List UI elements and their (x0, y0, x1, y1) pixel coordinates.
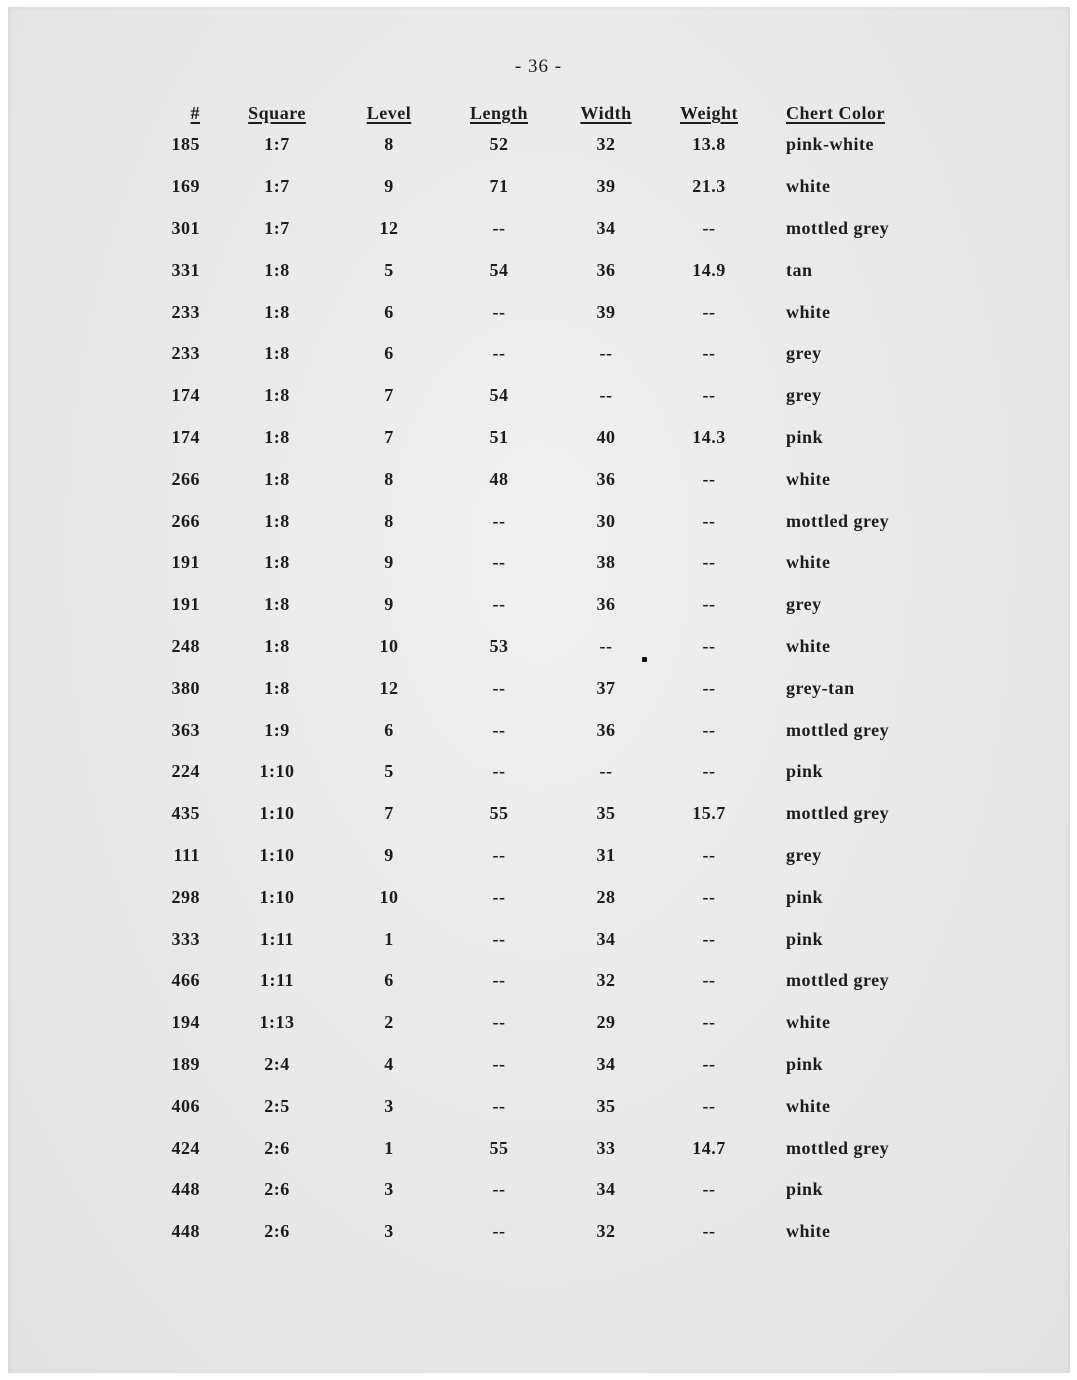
cell-chert-color: white (786, 468, 831, 489)
cell-width: 32 (596, 970, 616, 991)
cell-chert-color: pink (786, 1179, 824, 1200)
cell-length: -- (492, 844, 506, 865)
cell-length: 55 (489, 803, 509, 824)
table-row (0, 249, 1068, 291)
cell-num: 448 (171, 1221, 200, 1242)
cell-width: 34 (596, 217, 616, 238)
cell-weight: -- (702, 1095, 716, 1116)
cell-level: 6 (384, 970, 394, 991)
cell-length: 54 (489, 259, 509, 280)
table-header-row (0, 96, 1068, 124)
header-num: # (190, 103, 200, 123)
table-row (0, 960, 1068, 1002)
cell-weight: -- (702, 468, 716, 489)
cell-width: 34 (596, 1053, 616, 1074)
cell-level: 12 (379, 217, 399, 238)
cell-width: 37 (596, 677, 616, 698)
cell-length: 71 (489, 176, 509, 197)
cell-num: 406 (171, 1095, 200, 1116)
cell-width: -- (599, 761, 613, 782)
table-row (0, 876, 1068, 918)
cell-square: 1:7 (264, 217, 290, 238)
cell-weight: -- (702, 385, 716, 406)
cell-level: 7 (384, 385, 394, 406)
cell-weight: 14.3 (692, 426, 726, 447)
cell-level: 3 (384, 1179, 394, 1200)
cell-width: 36 (596, 259, 616, 280)
cell-length: 48 (489, 468, 509, 489)
header-width: Width (580, 103, 632, 123)
cell-square: 1:8 (264, 594, 290, 615)
cell-chert-color: white (786, 635, 831, 656)
cell-chert-color: mottled grey (786, 217, 890, 238)
page-number: - 36 - (514, 56, 563, 77)
table-row (0, 500, 1068, 542)
table-row (0, 375, 1068, 417)
cell-num: 266 (171, 468, 200, 489)
cell-weight: -- (702, 301, 716, 322)
cell-num: 331 (171, 259, 200, 280)
cell-chert-color: white (786, 1012, 831, 1033)
cell-num: 174 (171, 385, 200, 406)
cell-chert-color: mottled grey (786, 803, 890, 824)
cell-length: -- (492, 217, 506, 238)
cell-level: 4 (384, 1053, 394, 1074)
table-row (0, 208, 1068, 250)
cell-length: -- (492, 886, 506, 907)
cell-level: 12 (379, 677, 399, 698)
cell-weight: -- (702, 970, 716, 991)
cell-num: 248 (171, 635, 200, 656)
cell-num: 224 (171, 761, 200, 782)
cell-square: 1:8 (264, 468, 290, 489)
cell-num: 191 (171, 594, 200, 615)
cell-chert-color: white (786, 552, 831, 573)
cell-square: 1:10 (259, 803, 295, 824)
table-row (0, 1127, 1068, 1169)
cell-width: -- (599, 343, 613, 364)
cell-chert-color: pink-white (786, 134, 875, 155)
cell-square: 1:8 (264, 426, 290, 447)
cell-weight: -- (702, 719, 716, 740)
cell-width: 34 (596, 1179, 616, 1200)
cell-weight: 15.7 (692, 803, 726, 824)
cell-level: 8 (384, 510, 394, 531)
cell-level: 8 (384, 468, 394, 489)
cell-length: -- (492, 552, 506, 573)
cell-level: 5 (384, 761, 394, 782)
table-row (0, 291, 1068, 333)
cell-weight: 14.7 (692, 1137, 726, 1158)
cell-num: 424 (171, 1137, 200, 1158)
cell-weight: -- (702, 343, 716, 364)
cell-width: 32 (596, 1221, 616, 1242)
cell-weight: -- (702, 594, 716, 615)
cell-weight: -- (702, 761, 716, 782)
cell-width: 34 (596, 928, 616, 949)
cell-chert-color: mottled grey (786, 719, 890, 740)
table-row (0, 626, 1068, 668)
table-row (0, 417, 1068, 459)
table-row (0, 751, 1068, 793)
cell-chert-color: mottled grey (786, 970, 890, 991)
cell-num: 169 (171, 176, 200, 197)
table-row (0, 1211, 1068, 1253)
cell-level: 9 (384, 176, 394, 197)
cell-square: 2:6 (264, 1179, 290, 1200)
table-row (0, 1169, 1068, 1211)
cell-square: 1:11 (259, 970, 294, 991)
cell-num: 174 (171, 426, 200, 447)
header-level: Level (366, 103, 412, 123)
cell-level: 6 (384, 301, 394, 322)
cell-num: 233 (171, 343, 200, 364)
cell-length: -- (492, 1221, 506, 1242)
cell-chert-color: white (786, 301, 831, 322)
cell-weight: -- (702, 552, 716, 573)
cell-square: 1:8 (264, 301, 290, 322)
cell-length: -- (492, 343, 506, 364)
cell-level: 9 (384, 844, 394, 865)
cell-num: 191 (171, 552, 200, 573)
header-length: Length (469, 103, 528, 123)
cell-chert-color: grey (786, 844, 822, 865)
cell-length: 55 (489, 1137, 509, 1158)
cell-level: 2 (384, 1012, 394, 1033)
cell-level: 7 (384, 803, 394, 824)
cell-level: 10 (379, 886, 399, 907)
cell-square: 1:8 (264, 385, 290, 406)
table-row (0, 667, 1068, 709)
table-row (0, 584, 1068, 626)
cell-length: -- (492, 1179, 506, 1200)
table-row (0, 1044, 1068, 1086)
cell-width: 35 (596, 803, 616, 824)
cell-width: 39 (596, 176, 616, 197)
cell-width: 33 (596, 1137, 616, 1158)
cell-length: -- (492, 1095, 506, 1116)
table-row (0, 1002, 1068, 1044)
cell-num: 266 (171, 510, 200, 531)
cell-chert-color: pink (786, 928, 824, 949)
cell-width: 39 (596, 301, 616, 322)
cell-level: 9 (384, 552, 394, 573)
cell-chert-color: grey (786, 385, 822, 406)
cell-width: 29 (596, 1012, 616, 1033)
cell-num: 233 (171, 301, 200, 322)
cell-square: 2:6 (264, 1221, 290, 1242)
cell-weight: -- (702, 510, 716, 531)
cell-weight: 13.8 (692, 134, 726, 155)
table-row (0, 709, 1068, 751)
cell-width: -- (599, 385, 613, 406)
cell-square: 1:8 (264, 635, 290, 656)
cell-chert-color: pink (786, 886, 824, 907)
cell-length: -- (492, 928, 506, 949)
cell-weight: -- (702, 844, 716, 865)
cell-width: 30 (596, 510, 616, 531)
cell-num: 194 (171, 1012, 200, 1033)
cell-chert-color: grey (786, 594, 822, 615)
cell-length: -- (492, 719, 506, 740)
cell-chert-color: pink (786, 426, 824, 447)
cell-num: 189 (171, 1053, 200, 1074)
cell-width: 28 (596, 886, 616, 907)
cell-width: 36 (596, 468, 616, 489)
cell-num: 298 (171, 886, 200, 907)
header-chert-color: Chert Color (786, 103, 885, 123)
cell-num: 301 (171, 217, 200, 238)
table-row (0, 458, 1068, 500)
cell-length: 51 (489, 426, 509, 447)
cell-square: 2:5 (264, 1095, 290, 1116)
cell-weight: 21.3 (692, 176, 726, 197)
cell-square: 1:13 (259, 1012, 295, 1033)
cell-length: -- (492, 594, 506, 615)
cell-square: 1:9 (264, 719, 290, 740)
cell-chert-color: grey (786, 343, 822, 364)
cell-weight: 14.9 (692, 259, 726, 280)
cell-square: 1:10 (259, 886, 295, 907)
cell-width: 38 (596, 552, 616, 573)
cell-square: 1:8 (264, 677, 290, 698)
cell-length: -- (492, 1012, 506, 1033)
cell-square: 1:11 (259, 928, 294, 949)
cell-square: 1:10 (259, 761, 295, 782)
cell-level: 7 (384, 426, 394, 447)
cell-length: 53 (489, 635, 509, 656)
cell-square: 1:10 (259, 844, 295, 865)
cell-weight: -- (702, 1012, 716, 1033)
cell-square: 1:8 (264, 343, 290, 364)
table-row (0, 333, 1068, 375)
cell-length: -- (492, 677, 506, 698)
cell-length: -- (492, 761, 506, 782)
cell-num: 435 (171, 803, 200, 824)
cell-level: 3 (384, 1221, 394, 1242)
cell-level: 1 (384, 1137, 394, 1158)
table-row (0, 1085, 1068, 1127)
cell-chert-color: mottled grey (786, 1137, 890, 1158)
cell-weight: -- (702, 217, 716, 238)
cell-length: 54 (489, 385, 509, 406)
cell-square: 1:7 (264, 134, 290, 155)
cell-weight: -- (702, 1053, 716, 1074)
cell-chert-color: grey-tan (786, 677, 855, 698)
cell-weight: -- (702, 1179, 716, 1200)
artifact-table (0, 96, 1068, 1253)
cell-num: 185 (171, 134, 200, 155)
cell-level: 8 (384, 134, 394, 155)
cell-level: 3 (384, 1095, 394, 1116)
cell-length: -- (492, 1053, 506, 1074)
cell-weight: -- (702, 677, 716, 698)
cell-length: 52 (489, 134, 509, 155)
cell-square: 1:8 (264, 552, 290, 573)
cell-square: 1:8 (264, 259, 290, 280)
cell-chert-color: white (786, 1095, 831, 1116)
cell-width: 35 (596, 1095, 616, 1116)
table-row (0, 835, 1068, 877)
cell-level: 1 (384, 928, 394, 949)
cell-width: 32 (596, 134, 616, 155)
cell-level: 10 (379, 635, 399, 656)
cell-length: -- (492, 301, 506, 322)
table-row (0, 793, 1068, 835)
cell-width: -- (599, 635, 613, 656)
cell-square: 2:6 (264, 1137, 290, 1158)
cell-square: 1:8 (264, 510, 290, 531)
cell-width: 31 (596, 844, 616, 865)
cell-width: 36 (596, 594, 616, 615)
cell-chert-color: pink (786, 761, 824, 782)
cell-num: 111 (173, 844, 200, 865)
cell-level: 6 (384, 343, 394, 364)
cell-width: 36 (596, 719, 616, 740)
cell-level: 6 (384, 719, 394, 740)
table-row (0, 542, 1068, 584)
cell-level: 9 (384, 594, 394, 615)
table-row (0, 124, 1068, 166)
cell-chert-color: tan (786, 259, 813, 280)
cell-level: 5 (384, 259, 394, 280)
cell-square: 2:4 (264, 1053, 290, 1074)
cell-chert-color: mottled grey (786, 510, 890, 531)
cell-weight: -- (702, 1221, 716, 1242)
cell-chert-color: pink (786, 1053, 824, 1074)
header-square: Square (248, 103, 306, 123)
table-row (0, 918, 1068, 960)
table-body (0, 124, 1068, 1253)
cell-weight: -- (702, 886, 716, 907)
cell-num: 380 (171, 677, 200, 698)
cell-chert-color: white (786, 1221, 831, 1242)
cell-weight: -- (702, 928, 716, 949)
header-weight: Weight (679, 103, 738, 123)
cell-length: -- (492, 970, 506, 991)
cell-num: 448 (171, 1179, 200, 1200)
cell-chert-color: white (786, 176, 831, 197)
cell-weight: -- (702, 635, 716, 656)
cell-num: 333 (171, 928, 200, 949)
cell-num: 466 (171, 970, 200, 991)
cell-num: 363 (171, 719, 200, 740)
table-row (0, 166, 1068, 208)
cell-width: 40 (596, 426, 616, 447)
cell-length: -- (492, 510, 506, 531)
cell-square: 1:7 (264, 176, 290, 197)
